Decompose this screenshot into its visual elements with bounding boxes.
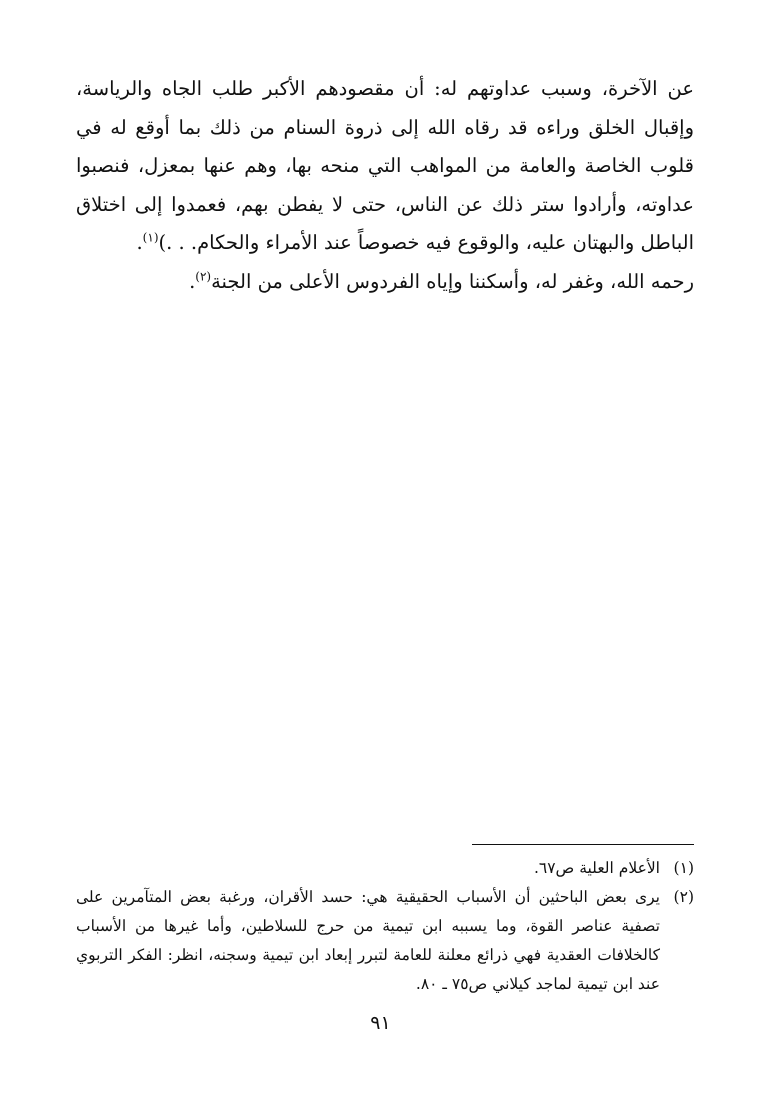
body-paragraph-1 [76, 70, 694, 263]
footnote-ref-1[interactable]: (١) [142, 230, 159, 245]
footnotes-block [76, 854, 694, 999]
footnote-separator [472, 844, 694, 845]
body-paragraph-2-end: . [189, 269, 196, 293]
body-paragraph-1-end: . [136, 231, 143, 254]
footnote-1 [76, 854, 694, 883]
body-paragraph-2 [76, 263, 694, 302]
footnote-2 [76, 883, 694, 999]
footnote-1-number: (١) [673, 859, 694, 877]
page-number: ٩١ [370, 1012, 391, 1034]
footnote-2-text: يرى بعض الباحثين أن الأسباب الحقيقية هي: حسد الأقران، ورغبة بعض المتآمرين على تصفية عناصر القوة، وما يسببه ابن تيمية من حرج للسلاطين، وأما غيرها من الأسباب كالخلافات العقدية فهي ذرائع معلنة للعامة لتبرر إبعاد ابن تيمية وسجنه، انظر: الفكر التربوي عند ابن تيمية لماجد كيلاني ص٧٥ ـ ٨٠. [76, 888, 660, 993]
main-text-block [76, 70, 694, 301]
body-paragraph-2-text: رحمه الله، وغفر له، وأسكننا وإياه الفردوس الأعلى من الجنة [211, 269, 694, 293]
footnote-2-number: (٢) [673, 888, 694, 906]
footnote-1-text: الأعلام العلية ص٦٧. [533, 859, 660, 877]
footnote-ref-2[interactable]: (٢) [195, 269, 212, 283]
body-paragraph-1-text: عن الآخرة، وسبب عداوتهم له: أن مقصودهم الأكبر طلب الجاه والرياسة، وإقبال الخلق وراءه قد رقاه الله إلى ذروة السنام من ذلك بما أوقع له في قلوب الخاصة والعامة من المواهب التي منحه بها، وهم عنها بمعزل، فنصبوا عداوته، وأرادوا ستر ذلك عن الناس، حتى لا يفطن بهم، فعمدوا إلى اختلاق الباطل والبهتان عليه، والوقوع فيه خصوصاً عند الأمراء والحكام. . .) [76, 77, 694, 254]
